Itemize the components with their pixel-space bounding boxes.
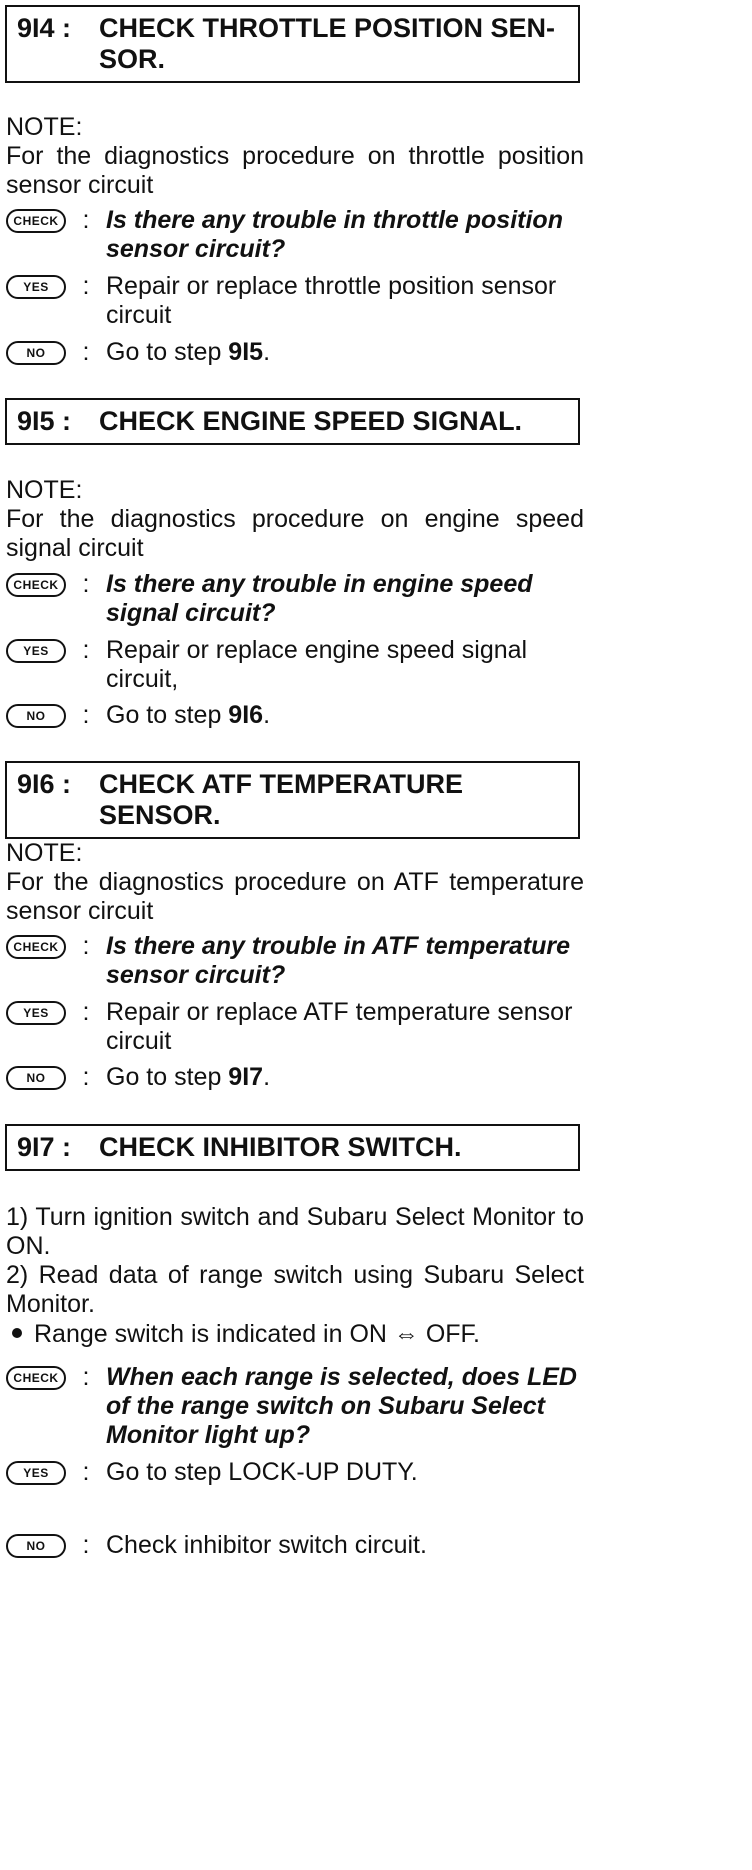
note-label: NOTE: bbox=[6, 476, 83, 504]
no-action-suffix: . bbox=[263, 338, 271, 366]
check-row bbox=[6, 206, 586, 264]
colon: : bbox=[82, 932, 90, 960]
yes-action: Repair or replace ATF temperature sensor circuit bbox=[106, 998, 573, 1055]
step-title: CHECK INHIBITOR SWITCH. bbox=[99, 1132, 462, 1162]
colon: : bbox=[82, 206, 90, 234]
note-label: NOTE: bbox=[6, 839, 83, 867]
no-row bbox=[6, 1063, 586, 1092]
no-action-suffix: . bbox=[263, 701, 271, 729]
next-step-ref: 9I7 bbox=[228, 1063, 264, 1091]
check-badge: CHECK bbox=[6, 209, 66, 233]
bullet-item bbox=[12, 1320, 480, 1349]
note-label: NOTE: bbox=[6, 113, 83, 141]
step-number: 9I5 : bbox=[17, 406, 72, 436]
yes-row bbox=[6, 636, 586, 694]
yes-action: Repair or replace engine speed signal circuit, bbox=[106, 636, 528, 693]
note-text: For the diagnostics procedure on engine speed signal circuit bbox=[6, 505, 584, 562]
step-number: 9I7 : bbox=[17, 1132, 72, 1162]
step-title: CHECK THROTTLE POSITION SEN-SOR. bbox=[99, 13, 556, 74]
yes-row bbox=[6, 998, 586, 1056]
yes-row bbox=[6, 1458, 586, 1487]
check-row bbox=[6, 570, 586, 628]
note-text: For the diagnostics procedure on throttle position sensor circuit bbox=[6, 142, 584, 199]
colon: : bbox=[82, 338, 90, 366]
yes-action: Go to step LOCK-UP DUTY. bbox=[106, 1458, 418, 1486]
no-action-suffix: . bbox=[263, 1063, 271, 1091]
no-badge: NO bbox=[6, 704, 66, 728]
no-action bbox=[106, 1063, 586, 1092]
step-header bbox=[5, 761, 580, 839]
next-step-ref: 9I5 bbox=[228, 338, 264, 366]
yes-badge: YES bbox=[6, 275, 66, 299]
check-row bbox=[6, 932, 586, 990]
step-title: CHECK ENGINE SPEED SIGNAL. bbox=[99, 406, 523, 436]
colon: : bbox=[82, 1363, 90, 1391]
no-action-prefix: Go to step bbox=[106, 701, 229, 729]
check-question: Is there any trouble in throttle position sensor circuit? bbox=[106, 206, 563, 263]
no-action-prefix: Go to step bbox=[106, 338, 229, 366]
no-row bbox=[6, 1531, 586, 1560]
yes-row bbox=[6, 272, 586, 330]
no-badge: NO bbox=[6, 1534, 66, 1558]
no-badge: NO bbox=[6, 1066, 66, 1090]
yes-badge: YES bbox=[6, 1461, 66, 1485]
colon: : bbox=[82, 570, 90, 598]
note-text: For the diagnostics procedure on ATF temperature sensor circuit bbox=[6, 868, 584, 925]
step-title: CHECK ATF TEMPERATURE SENSOR. bbox=[99, 769, 463, 830]
no-row bbox=[6, 338, 586, 367]
colon: : bbox=[82, 1063, 90, 1091]
yes-badge: YES bbox=[6, 639, 66, 663]
no-row bbox=[6, 701, 586, 730]
check-badge: CHECK bbox=[6, 1366, 66, 1390]
bullet-text: Range switch is indicated in ON ⇔ OFF. bbox=[34, 1320, 480, 1348]
check-badge: CHECK bbox=[6, 935, 66, 959]
colon: : bbox=[82, 1458, 90, 1486]
step-number: 9I6 : bbox=[17, 769, 72, 799]
colon: : bbox=[82, 1531, 90, 1559]
step-header bbox=[5, 398, 580, 445]
colon: : bbox=[82, 636, 90, 664]
yes-badge: YES bbox=[6, 1001, 66, 1025]
check-question: When each range is selected, does LED of the range switch on Subaru Select Monitor light up? bbox=[106, 1363, 577, 1449]
instruction-1: 1) Turn ignition switch and Subaru Select Monitor to ON. bbox=[6, 1203, 584, 1260]
step-header bbox=[5, 5, 580, 83]
no-action: Check inhibitor switch circuit. bbox=[106, 1531, 427, 1559]
no-action bbox=[106, 338, 586, 367]
no-badge: NO bbox=[6, 341, 66, 365]
check-row bbox=[6, 1363, 586, 1450]
step-header bbox=[5, 1124, 580, 1171]
step-number: 9I4 : bbox=[17, 13, 72, 43]
no-action bbox=[106, 701, 586, 730]
check-question: Is there any trouble in engine speed signal circuit? bbox=[106, 570, 533, 627]
next-step-ref: 9I6 bbox=[228, 701, 264, 729]
no-action-prefix: Go to step bbox=[106, 1063, 229, 1091]
yes-action: Repair or replace throttle position sensor circuit bbox=[106, 272, 557, 329]
colon: : bbox=[82, 998, 90, 1026]
colon: : bbox=[82, 272, 90, 300]
bullet-dot-icon bbox=[12, 1328, 22, 1338]
instruction-2: 2) Read data of range switch using Subaru Select Monitor. bbox=[6, 1261, 584, 1318]
check-question: Is there any trouble in ATF temperature sensor circuit? bbox=[106, 932, 570, 989]
check-badge: CHECK bbox=[6, 573, 66, 597]
colon: : bbox=[82, 701, 90, 729]
